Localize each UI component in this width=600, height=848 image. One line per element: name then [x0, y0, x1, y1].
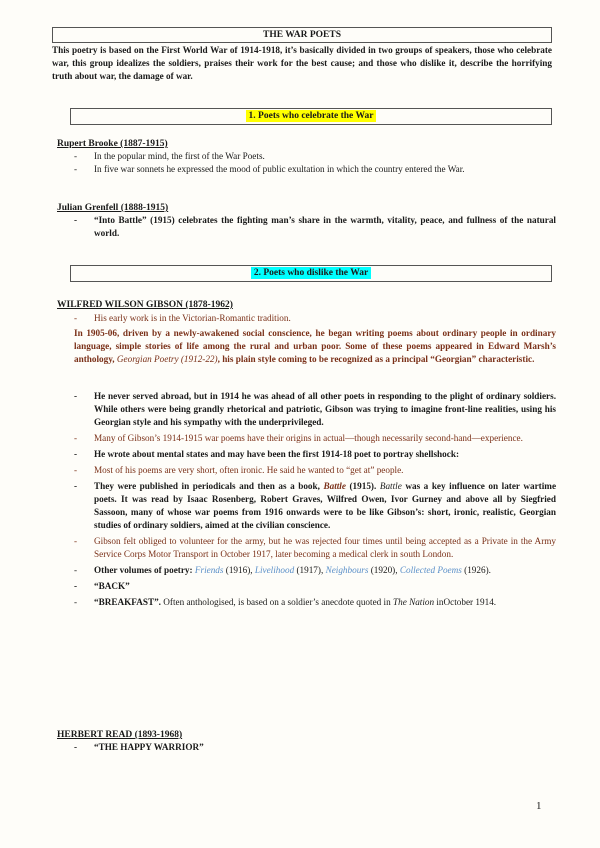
document-title: THE WAR POETS: [52, 27, 552, 43]
gibson-list-a: [74, 312, 556, 325]
list-item: - In the popular mind, the first of the War Poets.: [74, 151, 265, 161]
author-heading-grenfell: Julian Grenfell (1888-1915): [57, 203, 169, 213]
gibson-paragraph: In 1905-06, driven by a newly-awakened social conscience, he began writing poems about ordinary people in ordinary language, simple stories of life among the rural and urban poor. Some of these poems appeared in Edward Marsh’s anthology, Georgian Poetry (1912-22), his plain style coming to be recognized as a principal “Georgian” characteristic.: [74, 328, 556, 364]
intro-paragraph: This poetry is based on the First World War of 1914-1918, it’s basically divided in two groups of speakers, those who celebrate war, this group idealizes the soldiers, praises their work for the best cause; and those who dislike it, describe the horrifying truth about war, the damage of war.: [52, 45, 552, 81]
list-item: - He wrote about mental states and may have been the first 1914-18 poet to portray shellshock:: [74, 449, 460, 459]
grenfell-list: [74, 214, 556, 240]
list-item: - In five war sonnets he expressed the mood of public exultation in which the country entered the War.: [74, 164, 465, 174]
page-number: 1: [536, 800, 542, 812]
list-item: - Gibson felt obliged to volunteer for the army, but he was rejected four times until being accepted as a Private in the Army Service Corps Motor Transport in October 1917, later becoming a medical clerk in south London.: [74, 536, 556, 559]
list-item: - Other volumes of poetry: Friends (1916), Livelihood (1917), Neighbours (1920), Collected Poems (1926).: [74, 565, 491, 575]
list-item: - “Into Battle” (1915) celebrates the fighting man’s share in the warmth, vitality, peace, and fullness of the natural world.: [74, 215, 556, 238]
list-item: - They were published in periodicals and then as a book, Battle (1915). Battle was a key influence on later wartime poets. It was read by Isaac Rosenberg, Robert Graves, Wilfred Owen, Ivor Gurney and above all by Siegfried Sassoon, many of whose war poems from 1916 onwards were to be like Gibson’s: short, ironic, realistic, Georgian studies of ordinary soldiers, aimed at the civilian conscience.: [74, 481, 557, 530]
list-item: - Most of his poems are very short, often ironic. He said he wanted to “get at” people.: [74, 465, 404, 475]
author-heading-brooke: Rupert Brooke (1887-1915): [57, 139, 168, 149]
list-item: - “THE HAPPY WARRIOR”: [74, 742, 204, 752]
list-item: - Many of Gibson’s 1914-1915 war poems have their origins in actual—though necessarily second-hand—experience.: [74, 433, 523, 443]
brooke-list: [74, 150, 556, 176]
read-list: [74, 741, 556, 754]
section-heading-dislike: 2. Poets who dislike the War: [70, 265, 552, 282]
section-heading-celebrate: 1. Poets who celebrate the War: [70, 108, 552, 125]
list-item: - “BREAKFAST”. Often anthologised, is based on a soldier’s anecdote quoted in The Nation inOctober 1914.: [74, 597, 497, 607]
list-item: - “BACK”: [74, 581, 130, 591]
author-heading-read: HERBERT READ (1893-1968): [57, 730, 183, 740]
list-item: - His early work is in the Victorian-Romantic tradition.: [74, 313, 291, 323]
gibson-list-b: [74, 390, 556, 612]
author-heading-gibson: WILFRED WILSON GIBSON (1878-1962): [57, 300, 233, 310]
list-item: - He never served abroad, but in 1914 he was ahead of all other poets in responding to the plight of ordinary soldiers. While others were being grandly rhetorical and patriotic, Gibson was trying to imagine front-line realities, using his Georgian style and his sympathy with the underprivileged.: [74, 391, 556, 427]
